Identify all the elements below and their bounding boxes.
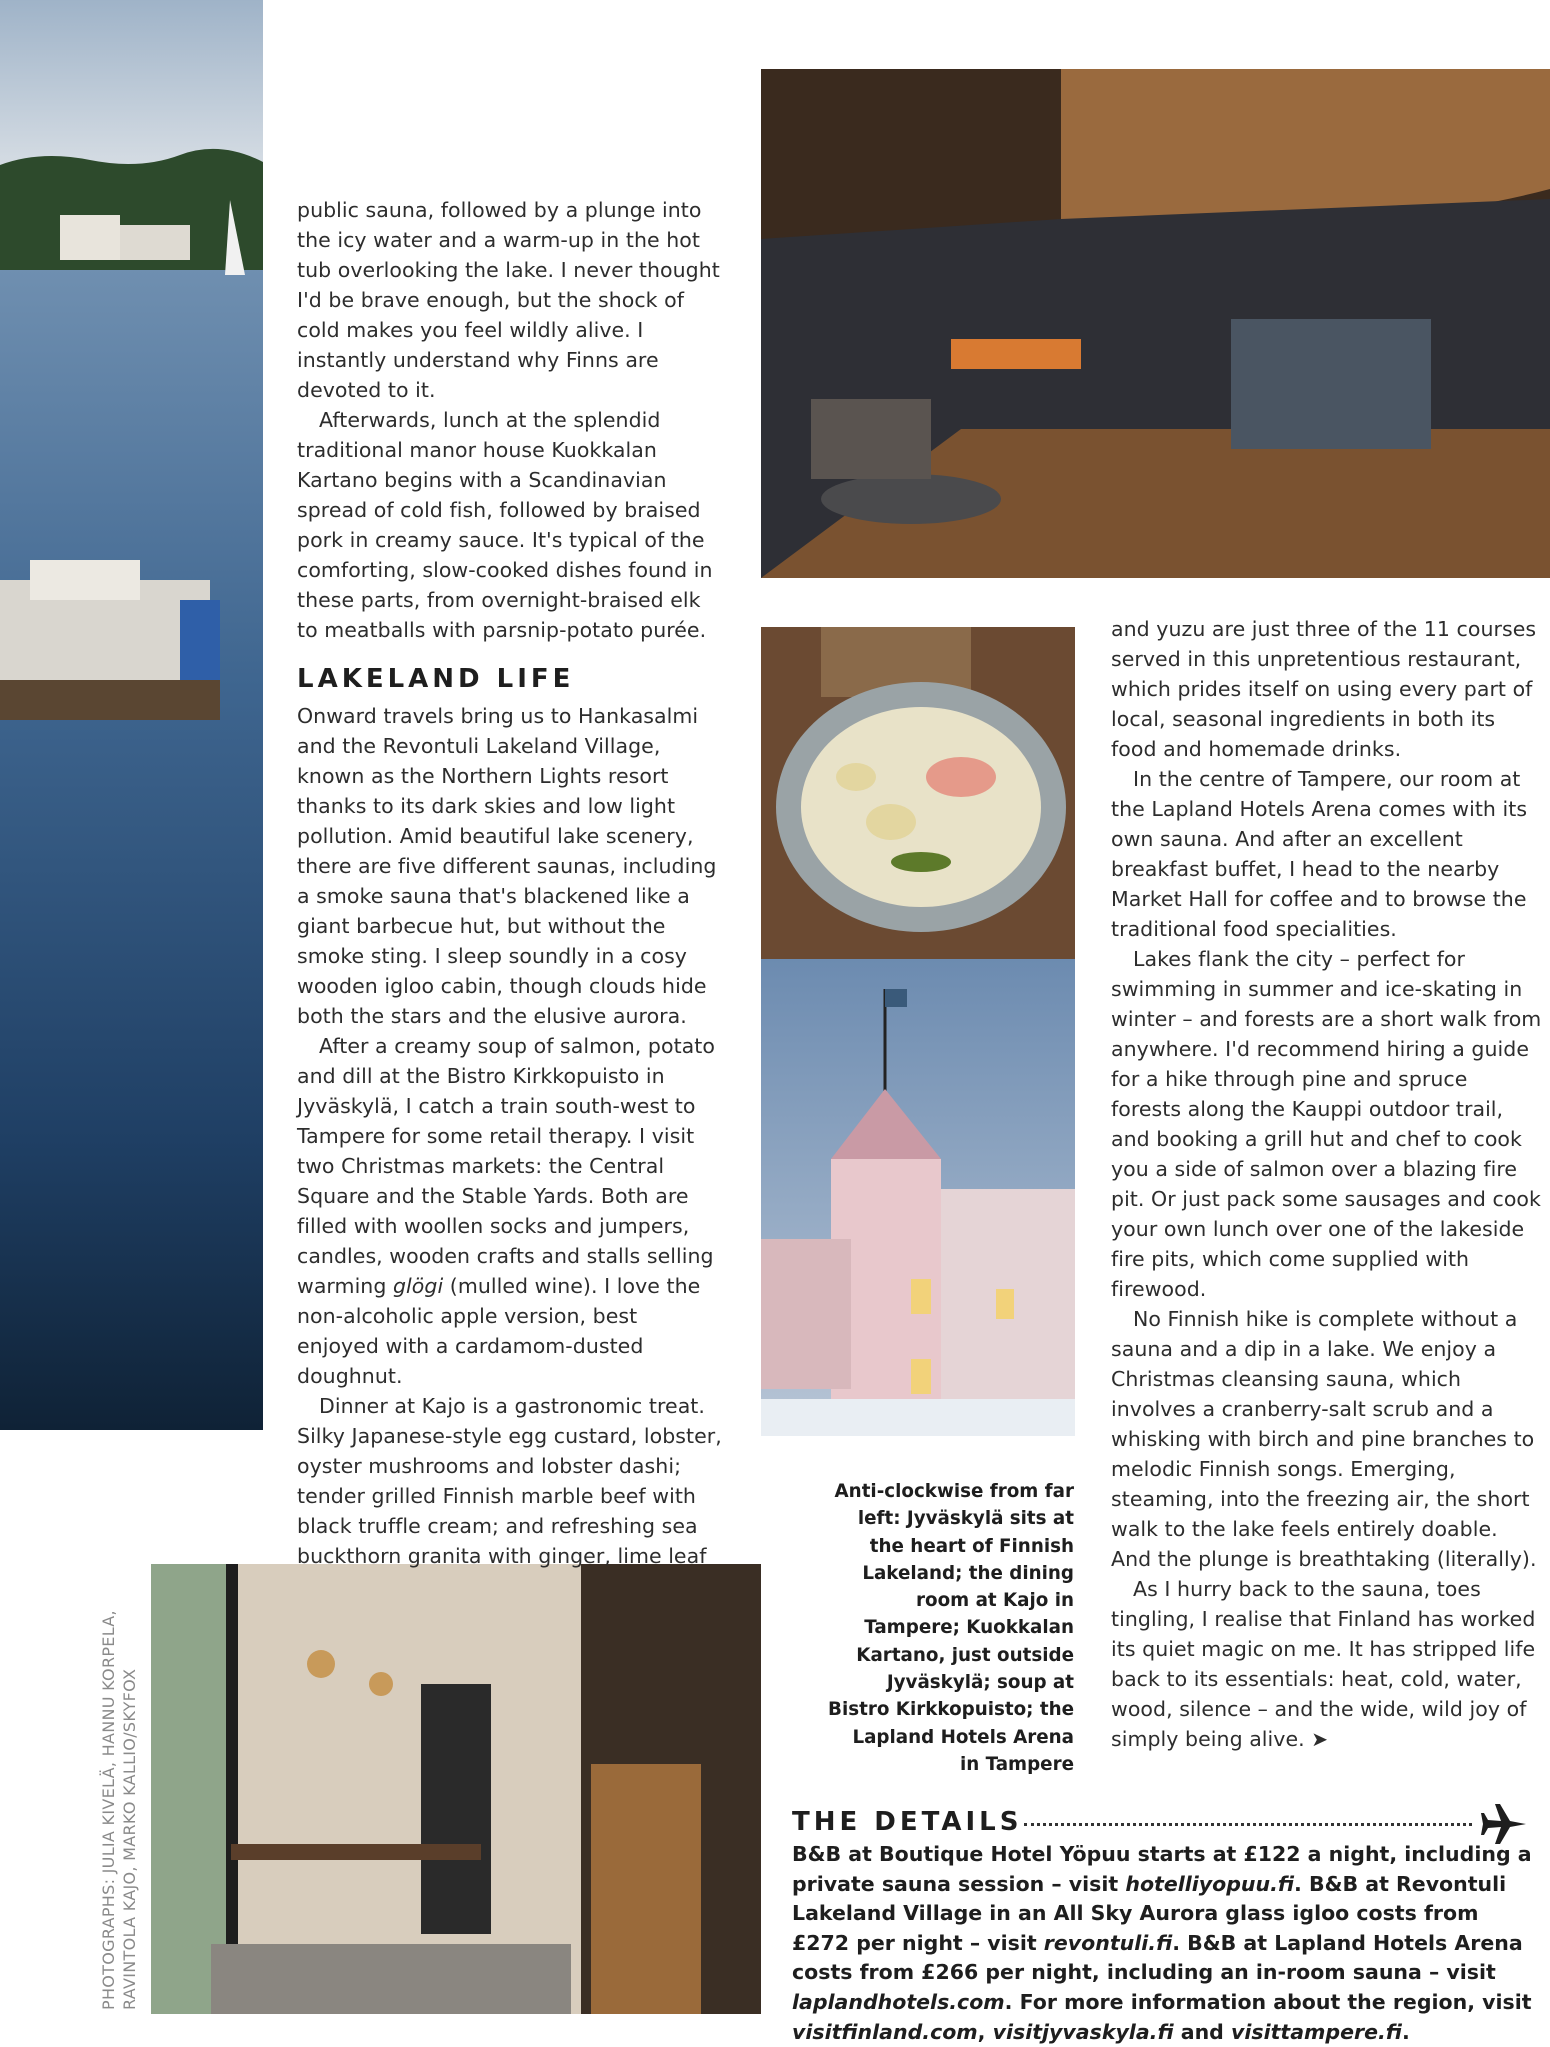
link-revontuli[interactable]: revontuli.fi	[1043, 1930, 1173, 1955]
link-visittampere[interactable]: visittampere.fi	[1231, 2019, 1402, 2044]
body-paragraph: No Finnish hike is complete without a sauna and a dip in a lake. We enjoy a Christmas cleansing sauna, which involves a cranberry-salt scrub and a whisking with birch and pine branches to melodic Finnish songs. Emerging, steaming, into the freezing air, the short walk to the lake feels entirely doable. And the plunge is breathtaking (literally).	[1111, 1307, 1537, 1571]
photo-caption: Anti-clockwise from far left: Jyväskylä sits at the heart of Finnish Lakeland; the dining room at Kajo in Tampere; Kuokkalan Kartano, just outside Jyväskylä; soup at Bistro Kirkkopuisto; the Lapland Hotels Arena in Tampere	[828, 1481, 1074, 1775]
body-column-right	[1111, 614, 1542, 1754]
body-paragraph: After a creamy soup of salmon, potato and dill at the Bistro Kirkkopuisto in Jyväskylä, I catch a train south-west to Tampere for some retail therapy. I visit two Christmas markets: the Central Square and the Stable Yards. Both are filled with woollen socks and jumpers, candles, wooden crafts and stalls selling warming glögi (mulled wine). I love the non-alcoholic apple version, best enjoyed with a cardamom-dusted doughnut.	[297, 1034, 715, 1388]
dotted-rule	[1024, 1823, 1472, 1826]
photo-jyvaskyla-lake	[0, 0, 263, 1430]
end-mark-icon: ➤	[1311, 1727, 1329, 1751]
link-visitfinland[interactable]: visitfinland.com	[792, 2019, 978, 2044]
photo-bistro-soup	[761, 627, 1075, 959]
section-heading: LAKELAND LIFE	[297, 664, 575, 694]
body-paragraph: As I hurry back to the sauna, toes tingling, I realise that Finland has worked its quiet magic on me. It has stripped life back to its essentials: heat, cold, water, wood, silence – and the wide, wild joy of simply being alive. ➤	[1111, 1577, 1536, 1751]
photo-kuokkalan-kartano	[761, 959, 1075, 1436]
details-paragraph: B&B at Boutique Hotel Yöpuu starts at £122 a night, including a private sauna session – visit hotelliyopuu.fi. B&B at Revontuli Lakeland Village in an All Sky Aurora glass igloo costs from £272 per night – visit revontuli.fi. B&B at Lapland Hotels Arena costs from £266 per night, including an in-room sauna – visit laplandhotels.com. For more information about the region, visit visitfinland.com, visitjyvaskyla.fi and visittampere.fi.	[792, 1842, 1532, 2044]
body-paragraph: Afterwards, lunch at the splendid traditional manor house Kuokkalan Kartano begins with a Scandinavian spread of cold fish, followed by braised pork in creamy sauce. It's typical of the comforting, slow-cooked dishes found in these parts, from overnight-braised elk to meatballs with parsnip-potato purée.	[297, 408, 713, 642]
body-paragraph: public sauna, followed by a plunge into the icy water and a warm-up in the hot tub overlooking the lake. I never thought I'd be brave enough, but the shock of cold makes you feel wildly alive. I instantly understand why Finns are devoted to it.	[297, 198, 720, 402]
details-body	[792, 1840, 1532, 2047]
link-laplandhotels[interactable]: laplandhotels.com	[792, 1989, 1005, 2014]
link-hotelliyopuu[interactable]: hotelliyopuu.fi	[1125, 1871, 1295, 1896]
body-paragraph: Lakes flank the city – perfect for swimming in summer and ice-skating in winter – and forests are a short walk from anywhere. I'd recommend hiring a guide for a hike through pine and spruce forests along the Kauppi outdoor trail, and booking a grill hut and chef to cook you a side of salmon over a blazing fire pit. Or just pack some sausages and cook your own lunch over one of the lakeside fire pits, which come supplied with firewood.	[1111, 947, 1542, 1301]
link-visitjyvaskyla[interactable]: visitjyvaskyla.fi	[992, 2019, 1174, 2044]
details-header	[792, 1804, 1530, 1840]
photo-credit: PHOTOGRAPHS: JULIA KIVELÄ, HANNU KORPELA, RAVINTOLA KAJO, MARKO KALLIO/SKYFOX	[99, 1610, 139, 2010]
photo-kajo-dining-room	[151, 1564, 761, 2014]
details-title: THE DETAILS	[792, 1807, 1023, 1837]
body-paragraph: Dinner at Kajo is a gastronomic treat. Silky Japanese-style egg custard, lobster, oyster mushrooms and lobster dashi; tender grilled Finnish marble beef with black truffle cream; and refreshing sea buckthorn granita with ginger, lime leaf	[297, 1394, 722, 1568]
body-paragraph: Onward travels bring us to Hankasalmi and the Revontuli Lakeland Village, known as the Northern Lights resort thanks to its dark skies and low light pollution. Amid beautiful lake scenery, there are five different saunas, including a smoke sauna that's blackened like a giant barbecue hut, but without the smoke sting. I sleep soundly in a cosy wooden igloo cabin, though clouds hide both the stars and the elusive aurora.	[297, 704, 717, 1028]
body-paragraph: In the centre of Tampere, our room at the Lapland Hotels Arena comes with its own sauna. And after an excellent breakfast buffet, I head to the nearby Market Hall for coffee and to browse the traditional food specialities.	[1111, 767, 1528, 941]
body-paragraph: and yuzu are just three of the 11 courses served in this unpretentious restaurant, which prides itself on using every part of local, seasonal ingredients in both its food and homemade drinks.	[1111, 617, 1537, 761]
photo-lapland-hotels-arena-lobby	[761, 69, 1550, 578]
body-column-left	[297, 195, 725, 1571]
